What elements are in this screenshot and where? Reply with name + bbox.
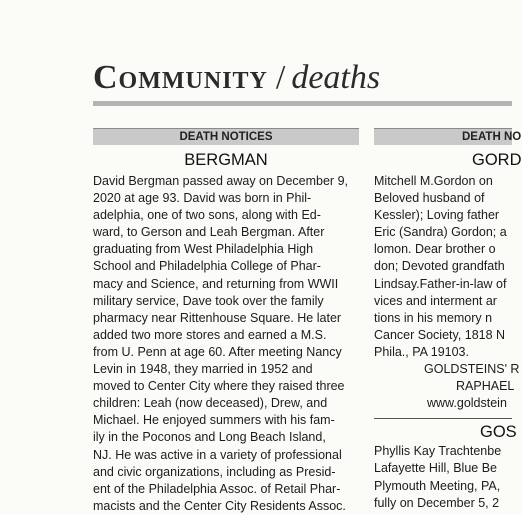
obituary-line: ent of the Philadelphia Assoc. of Retail Phar- [93,481,341,496]
funeral-home-signature: RAPHAEL [456,379,515,394]
page-masthead [93,58,380,98]
obituary-text [374,173,520,412]
obituary-line: NJ. He was active in a variety of professional [93,447,342,462]
obituary-line: ily in the Poconos and Long Beach Island, [93,430,326,445]
obituary-line: Michael. He enjoyed summers with his fam- [93,413,335,428]
obituary-line: Lindsay.Father-in-law of [374,276,507,291]
obituary-line: Kessler); Loving father [374,208,500,223]
obituary-line: Beloved husband of [374,191,485,206]
obituary-line: macists and the Center City Residents Assoc. [93,498,346,513]
obituary-line: ward, to Gerson and Leah Bergman. After [93,225,325,240]
obituary-line: tions in his memory n [374,310,493,325]
obituary-line: children: Leah (now deceased), Drew, and [93,396,328,411]
obituary-line: Plymouth Meeting, PA, [374,478,501,493]
obituary-line: vices and interment ar [374,293,497,308]
masthead-rule [93,101,512,106]
section-title: Community [93,59,268,96]
obituary-line: fully on December 5, 2 [374,495,500,510]
death-notices-column-left [93,128,359,515]
obituary-line: and civic organizations, including as Presid- [93,464,336,479]
obituary-line: Lafayette Hill, Blue Be [374,461,497,476]
column-header: DEATH NOTICES [93,128,359,145]
obituary-line: Mitchell M.Gordon on [374,174,493,188]
obituary-line: added two more stores and earned a M.S. [93,327,327,342]
funeral-home-signature: GOLDSTEINS' R [424,362,520,377]
obituary-line: David Bergman passed away on December 9, [93,174,348,188]
obituary-text [93,173,359,515]
obituary-line: macy and Science, and returning from WWII [93,276,339,291]
obituary-line: Phila., PA 19103. [374,344,469,359]
obituary-line: School and Philadelphia College of Phar- [93,259,321,274]
obituary-line: lomon. Dear brother o [374,242,496,257]
section-separator: / [275,59,286,96]
column-header: DEATH NO [374,128,512,145]
subsection-title: deaths [291,59,381,96]
obituary-line: Eric (Sandra) Gordon; a [374,225,507,240]
obituary-line: 2020 at age 93. David was born in Phil- [93,191,312,206]
deceased-name: BERGMAN [184,151,268,169]
funeral-home-website: www.goldstein [427,396,507,411]
obituary-line: pharmacy near Rittenhouse Square. He later [93,310,342,325]
deceased-name: GOS [480,423,517,442]
obituary-line: Phyllis Kay Trachtenbe [374,444,502,459]
obituary-text [374,443,512,511]
obituary-line: Cancer Society, 1818 N [374,327,506,342]
obituary-line: Levin in 1948, they married in 1952 and [93,362,313,377]
obituary-line: military service, Dave took over the family [93,293,324,308]
obituary-line: graduating from West Philadelphia High [93,242,314,257]
obituary-line: don; Devoted grandfath [374,259,505,274]
notice-divider [374,418,512,419]
obituary-line: from U. Penn at age 60. After meeting Nancy [93,344,342,359]
obituary-line: moved to Center City where they raised three [93,379,345,394]
deceased-name: GORD [472,151,522,169]
death-notices-column-right [374,128,522,512]
obituary-line: adelphia, one of two sons, along with Ed- [93,208,321,223]
